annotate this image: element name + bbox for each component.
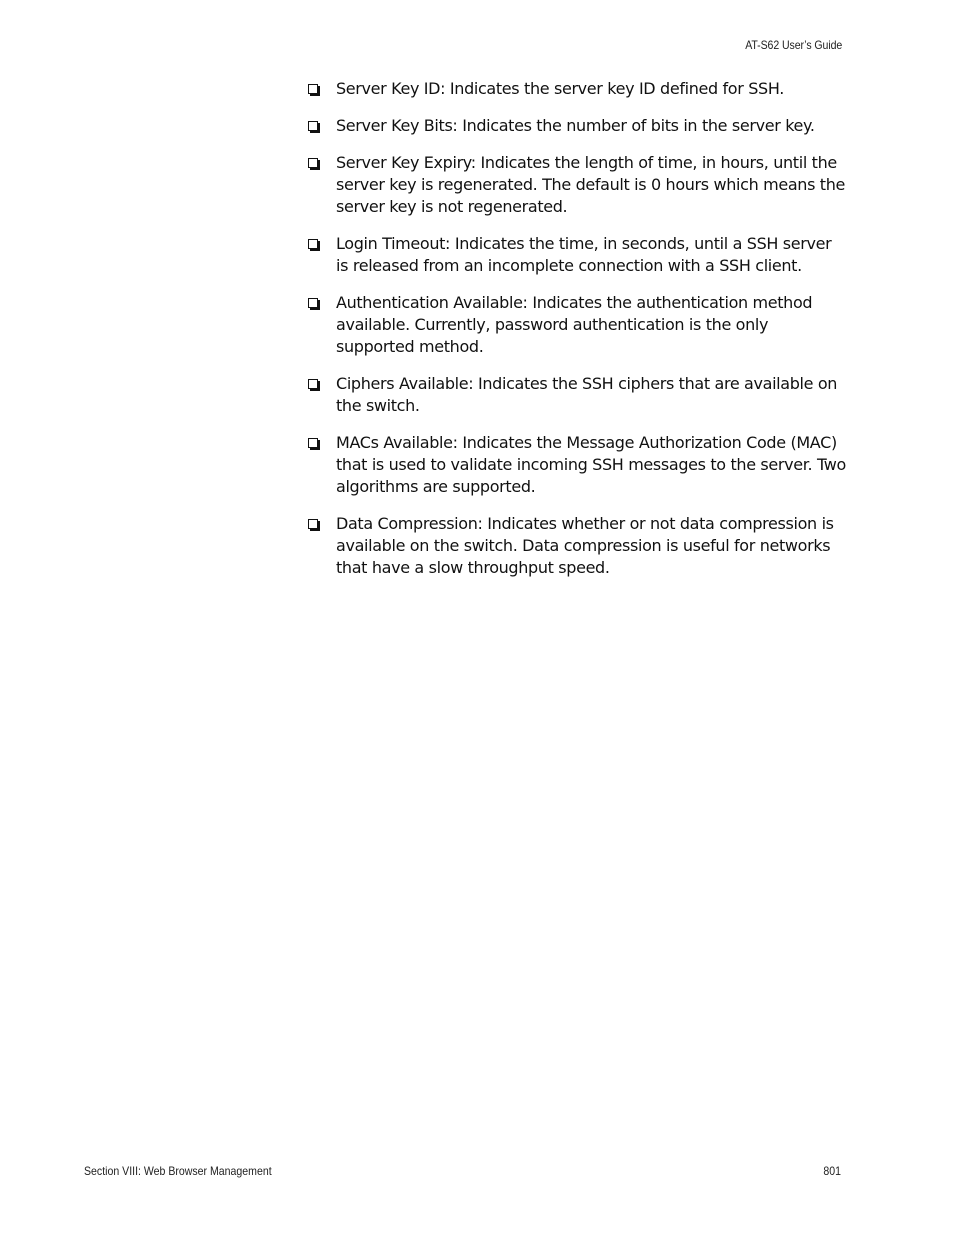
list-item [307, 292, 847, 358]
list-item [307, 513, 847, 579]
list-item [307, 373, 847, 417]
checkbox-bullet-icon [307, 115, 336, 137]
list-item-text: Server Key Bits: Indicates the number of bits in the server key. [336, 116, 815, 135]
footer-page-number: 801 [823, 1164, 841, 1178]
list-item [307, 152, 847, 218]
checkbox-bullet-icon [307, 292, 336, 314]
list-item-text: MACs Available: Indicates the Message Authorization Code (MAC) that is used to validate incoming SSH messages to the server. Two algorithms are supported. [336, 433, 846, 496]
checkbox-bullet-icon [307, 78, 336, 100]
running-header: AT-S62 User’s Guide [745, 38, 842, 52]
list-item [307, 233, 847, 277]
footer-section-title: Section VIII: Web Browser Management [84, 1164, 272, 1178]
list-item-text: Data Compression: Indicates whether or not data compression is available on the switch. Data compression is useful for networks that have a slow throughput speed. [336, 514, 834, 577]
list-item-text: Login Timeout: Indicates the time, in seconds, until a SSH server is released from an incomplete connection with a SSH client. [336, 234, 832, 275]
list-item [307, 115, 847, 137]
list-item-text: Authentication Available: Indicates the authentication method available. Currently, password authentication is the only supported method. [336, 293, 813, 356]
list-item-text: Ciphers Available: Indicates the SSH ciphers that are available on the switch. [336, 374, 838, 415]
list-item-text: Server Key Expiry: Indicates the length of time, in hours, until the server key is regenerated. The default is 0 hours which means the server key is not regenerated. [336, 153, 846, 216]
bullet-list [307, 78, 847, 594]
checkbox-bullet-icon [307, 233, 336, 255]
checkbox-bullet-icon [307, 432, 336, 454]
checkbox-bullet-icon [307, 373, 336, 395]
list-item [307, 78, 847, 100]
list-item-text: Server Key ID: Indicates the server key ID defined for SSH. [336, 79, 784, 98]
checkbox-bullet-icon [307, 513, 336, 535]
list-item [307, 432, 847, 498]
checkbox-bullet-icon [307, 152, 336, 174]
